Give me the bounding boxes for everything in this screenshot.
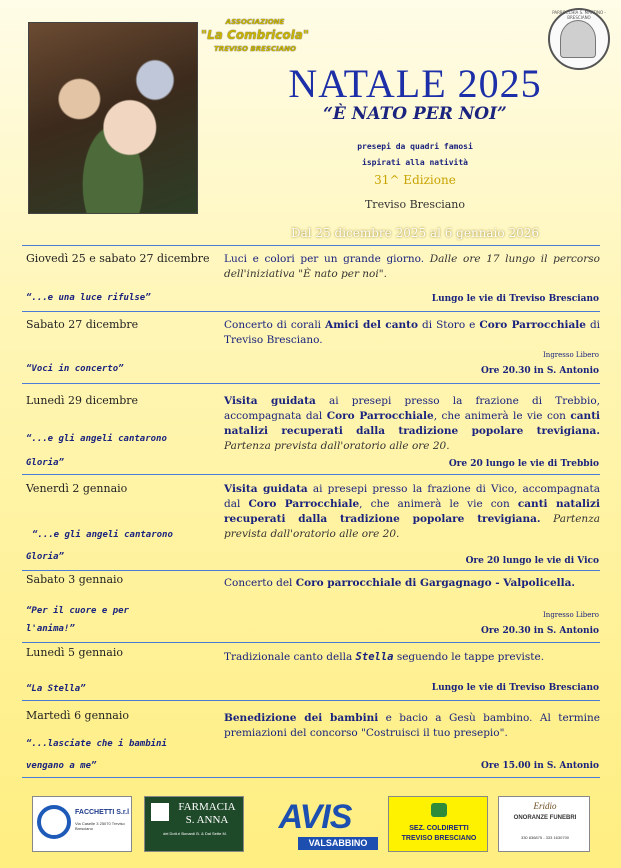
- seal-text: PARROCCHIA S. MARTINO - BRESCIANO: [552, 10, 606, 20]
- event-motto: vengano a me”: [26, 761, 97, 771]
- sponsor-name: Eridio: [533, 801, 557, 811]
- event-description: Luci e colori per un grande giorno. Dalle ore 17 lungo il percorso dell'iniziativa "È nato per noi".: [224, 253, 600, 280]
- town-label: Treviso Bresciano: [364, 198, 466, 211]
- sponsor-eridio: [498, 796, 590, 852]
- sponsor-line2: TREVISO BRESCIANO: [401, 835, 477, 842]
- event-motto: l'anima!”: [26, 624, 75, 634]
- pharmacy-cross-icon: [151, 803, 169, 821]
- event-description: Visita guidata ai presepi presso la frazione di Vico, accompagnata dal Coro Parrocchiale, che animerà le vie con canti natalizi recuperati dalla tradizione popolare trevigiana. Partenza prevista dall'oratorio alle ore 20.: [224, 483, 600, 540]
- event-date: Sabato 3 gennaio: [26, 573, 124, 586]
- sponsor-sub: VALSABBINO: [298, 837, 378, 850]
- event-motto: “...e gli angeli cantarono: [32, 530, 173, 540]
- sponsor-facchetti: [32, 796, 132, 852]
- event-location: Lungo le vie di Treviso Bresciano: [431, 683, 599, 693]
- divider: [22, 700, 600, 701]
- sponsor-name: AVIS: [278, 798, 352, 836]
- page-subtitle: “È NATO PER NOI”: [323, 104, 507, 124]
- event-motto: “Per il cuore e per: [26, 606, 129, 616]
- sponsor-line1: ONORANZE FUNEBRI: [513, 815, 577, 821]
- event-description: Concerto di corali Amici del canto di Storo e Coro Parrocchiale di Treviso Bresciano.: [224, 319, 601, 346]
- event-date: Venerdì 2 gennaio: [26, 482, 128, 495]
- date-range: Dal 25 dicembre 2025 al 6 gennaio 2026: [291, 226, 539, 240]
- event-description: Concerto del Coro parrocchiale di Gargagnago - Valpolicella.: [224, 577, 576, 589]
- page-title: NATALE 2025: [288, 61, 542, 106]
- event-location: Ore 20 lungo le vie di Vico: [465, 556, 599, 566]
- event-description: Benedizione dei bambini e bacio a Gesù bambino. Al termine premiazioni del concorso "Costruisci il tuo presepio".: [224, 712, 600, 739]
- event-location: Ore 20 lungo le vie di Trebbio: [448, 459, 599, 469]
- divider: [22, 642, 600, 643]
- event-motto: Gloria”: [26, 552, 64, 562]
- event-date: Sabato 27 dicembre: [26, 318, 139, 331]
- event-description: Tradizionale canto della Stella seguendo le tappe previste.: [224, 651, 545, 663]
- sponsor-farmacia: [144, 796, 244, 852]
- event-motto: Gloria”: [26, 458, 64, 468]
- divider: [22, 777, 600, 778]
- sponsor-line1: FARMACIA: [178, 801, 236, 813]
- free-entry-label: Ingresso Libero: [543, 351, 599, 359]
- event-date: Lunedì 29 dicembre: [26, 394, 139, 407]
- sponsor-name: FACCHETTI S.r.l: [75, 809, 130, 816]
- nativity-painting: [28, 22, 198, 214]
- sponsor-sub: dei Dott.ri Bonardi B. & Dal Sette M.: [163, 831, 227, 836]
- sponsor-avis: [252, 796, 378, 852]
- event-motto: “...e gli angeli cantarono: [26, 434, 167, 444]
- tagline-1: presepi da quadri famosi: [357, 142, 473, 151]
- association-place: TREVISO BRESCIANO: [214, 45, 296, 53]
- event-location: Ore 20.30 in S. Antonio: [481, 626, 599, 636]
- event-location: Ore 20.30 in S. Antonio: [481, 366, 599, 376]
- event-description: Visita guidata ai presepi presso la frazione di Trebbio, accompagnata dal Coro Parrocchiale, che animerà le vie con canti natalizi recuperati dalla tradizione popolare trevigiana. Partenza prevista dall'oratorio alle ore 20.: [224, 395, 601, 452]
- facchetti-logo-icon: [37, 805, 71, 839]
- free-entry-label: Ingresso Libero: [543, 611, 599, 619]
- event-motto: “...lasciate che i bambini: [26, 739, 167, 749]
- event-location: Ore 15.00 in S. Antonio: [481, 761, 599, 771]
- tagline-2: ispirati alla natività: [362, 158, 468, 167]
- divider: [22, 383, 600, 384]
- event-date: Giovedì 25 e sabato 27 dicembre: [26, 252, 210, 265]
- sponsor-phone: 330 836875 - 333 1630700: [520, 835, 570, 840]
- event-date: Lunedì 5 gennaio: [26, 646, 123, 659]
- association-label: ASSOCIAZIONE: [225, 18, 285, 26]
- event-motto: “Voci in concerto”: [26, 364, 124, 374]
- sponsor-line1: SEZ. COLDIRETTI: [409, 825, 469, 832]
- event-motto: “La Stella”: [26, 684, 86, 694]
- divider: [22, 570, 600, 571]
- association-name: "La Combricola": [200, 28, 310, 42]
- event-date: Martedì 6 gennaio: [26, 709, 129, 722]
- divider: [22, 245, 600, 246]
- coldiretti-logo-icon: [431, 803, 447, 817]
- sponsor-line2: S. ANNA: [185, 814, 229, 826]
- event-location: Lungo le vie di Treviso Bresciano: [431, 294, 599, 304]
- saint-figure-icon: [560, 20, 596, 58]
- edition-label: 31^ Edizione: [374, 173, 456, 187]
- sponsor-coldiretti: [388, 796, 488, 852]
- divider: [22, 474, 600, 475]
- event-motto: “...e una luce rifulse”: [26, 293, 151, 303]
- sponsor-address: Via Caselle 3 25070 Treviso Bresciano: [75, 821, 125, 831]
- divider: [22, 311, 600, 312]
